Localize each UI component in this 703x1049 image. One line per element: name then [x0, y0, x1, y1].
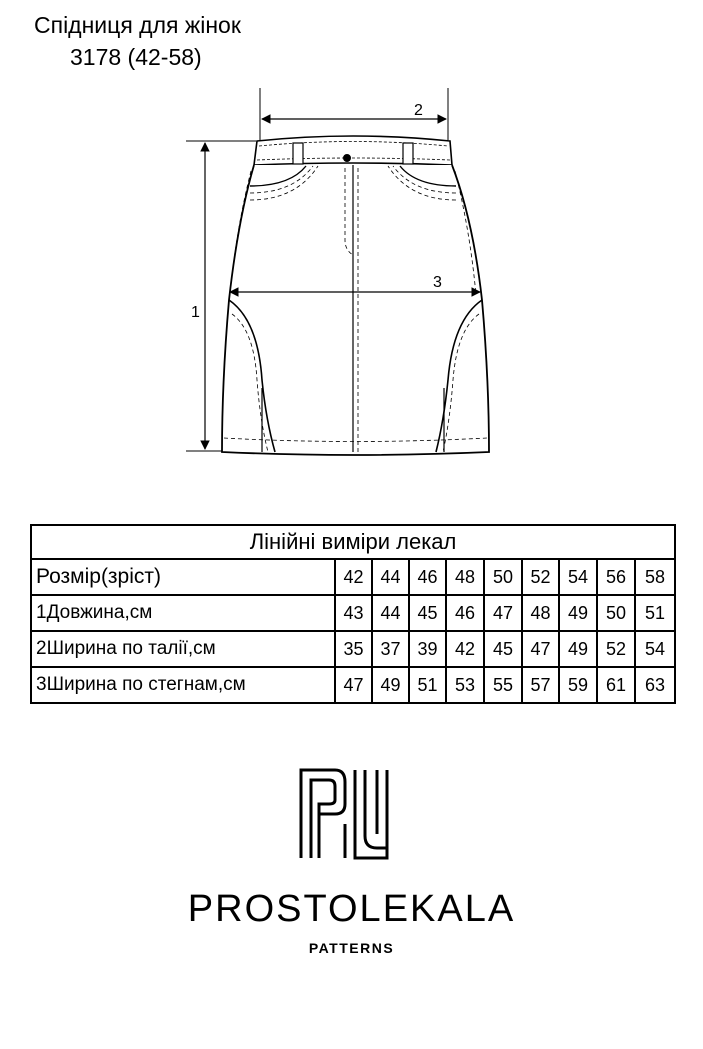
skirt-outline [222, 136, 489, 455]
waist-dimension [260, 88, 448, 140]
value-cell: 51 [409, 667, 446, 703]
model-number: 3178 (42-58) [70, 44, 202, 70]
value-cell: 43 [335, 595, 372, 631]
value-cell: 45 [409, 595, 446, 631]
size-cell: 48 [446, 559, 484, 595]
value-cell: 42 [446, 631, 484, 667]
value-cell: 49 [559, 595, 597, 631]
size-cell: 42 [335, 559, 372, 595]
value-cell: 47 [522, 631, 559, 667]
size-label: Розмір(зріст) [31, 559, 335, 595]
dim-3-label: 3 [433, 274, 442, 291]
value-cell: 59 [559, 667, 597, 703]
table-caption: Лінійні виміри лекал [31, 525, 675, 559]
value-cell: 49 [372, 667, 409, 703]
size-cell: 46 [409, 559, 446, 595]
brand-subtitle: PATTERNS [308, 940, 395, 956]
size-cell: 44 [372, 559, 409, 595]
size-cell: 54 [559, 559, 597, 595]
value-cell: 57 [522, 667, 559, 703]
value-cell: 55 [484, 667, 522, 703]
table-row-length [31, 595, 675, 631]
value-cell: 39 [409, 631, 446, 667]
brand-name: PROSTOLEKALA [187, 888, 516, 930]
skirt-technical-drawing [0, 0, 703, 500]
size-cell: 58 [635, 559, 675, 595]
value-cell: 61 [597, 667, 635, 703]
size-cell: 52 [522, 559, 559, 595]
value-cell: 46 [446, 595, 484, 631]
value-cell: 47 [484, 595, 522, 631]
row-label: 2Ширина по талії,см [31, 631, 335, 667]
value-cell: 52 [597, 631, 635, 667]
table-row-waist [31, 631, 675, 667]
value-cell: 51 [635, 595, 675, 631]
value-cell: 35 [335, 631, 372, 667]
brand-logo-icon [299, 768, 389, 860]
size-cell: 50 [484, 559, 522, 595]
value-cell: 50 [597, 595, 635, 631]
measurements-table [30, 524, 676, 704]
value-cell: 54 [635, 631, 675, 667]
table-row-hips [31, 667, 675, 703]
dim-2-label: 2 [414, 102, 423, 119]
dim-1-label: 1 [191, 304, 200, 321]
value-cell: 49 [559, 631, 597, 667]
row-label: 3Ширина по стегнам,см [31, 667, 335, 703]
value-cell: 63 [635, 667, 675, 703]
value-cell: 48 [522, 595, 559, 631]
value-cell: 44 [372, 595, 409, 631]
value-cell: 53 [446, 667, 484, 703]
value-cell: 37 [372, 631, 409, 667]
size-cell: 56 [597, 559, 635, 595]
row-label: 1Довжина,см [31, 595, 335, 631]
table-row-sizes [31, 559, 675, 595]
value-cell: 47 [335, 667, 372, 703]
value-cell: 45 [484, 631, 522, 667]
garment-title: Спідниця для жінок [34, 12, 241, 38]
